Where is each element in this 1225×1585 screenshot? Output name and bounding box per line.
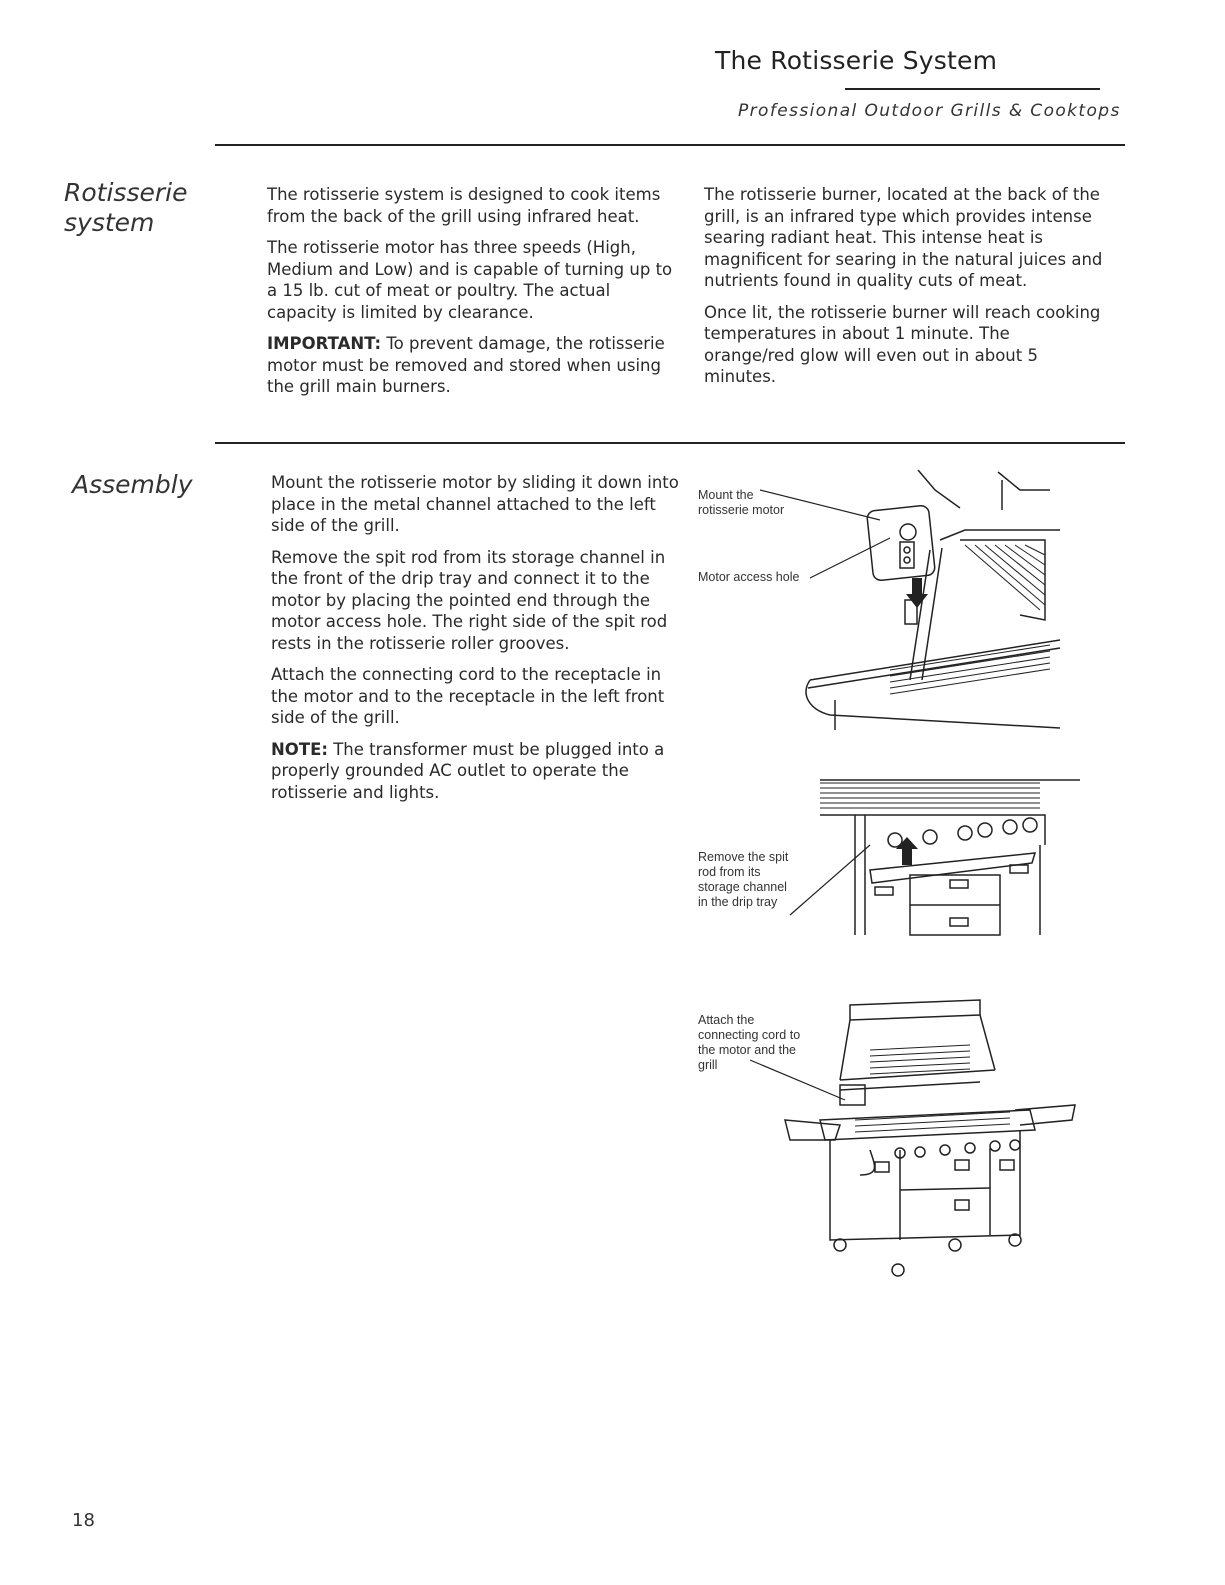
- rotisserie-paragraph-2: The rotisserie motor has three speeds (High, Medium and Low) and is capable of turning up to a 15 lb. cut of meat or poultry. The actual capacity is limited by clearance.: [267, 238, 673, 322]
- header-subtitle: Professional Outdoor Grills & Cooktops: [738, 101, 1121, 121]
- rotisserie-important: [267, 333, 677, 398]
- assembly-paragraph-3: Attach the connecting cord to the receptacle in the motor and to the receptacle in the left front side of the grill.: [271, 665, 665, 727]
- header-rule: [845, 88, 1100, 90]
- assembly-paragraph-1: Mount the rotisserie motor by sliding it down into place in the metal channel attached to the left side of the grill.: [271, 473, 679, 535]
- section-title-assembly: Assembly: [72, 470, 193, 499]
- assembly-column: [271, 472, 681, 813]
- important-label: IMPORTANT:: [267, 334, 382, 353]
- important-text: To prevent damage, the rotisserie motor must be removed and stored when using the grill main burners.: [267, 334, 665, 396]
- rotisserie-right-column: [704, 184, 1104, 398]
- section-divider-middle: [215, 442, 1125, 444]
- assembly-note: [271, 739, 681, 804]
- note-label: NOTE:: [271, 739, 328, 759]
- header-title: The Rotisserie System: [715, 46, 998, 75]
- assembly-paragraph-2: Remove the spit rod from its storage channel in the front of the drip tray and connect it to the motor by placing the pointed end through the motor access hole. The right side of the spit rod rests in the rotisserie roller grooves.: [271, 547, 668, 653]
- rotisserie-left-column: [267, 184, 677, 408]
- callout-attach-cord: Attach the connecting cord to the motor and the grill: [698, 1013, 801, 1072]
- callout-motor-access-hole: Motor access hole: [698, 570, 800, 584]
- figure-spit-rod-storage: [800, 775, 1090, 940]
- page-number: 18: [72, 1510, 95, 1531]
- rotisserie-burner-paragraph: The rotisserie burner, located at the back of the grill, is an infrared type which provides intense searing radiant heat. This intense heat is magnificent for searing in the natural juices and nutrients found in quality cuts of meat.: [704, 185, 1103, 290]
- section-divider-top: [215, 144, 1125, 146]
- callout-mount-motor: Mount the rotisserie motor: [698, 488, 785, 517]
- rotisserie-paragraph-1: The rotisserie system is designed to cook items from the back of the grill using infrared heat.: [267, 185, 661, 226]
- figure-grill-connecting-cord: [780, 990, 1080, 1280]
- note-text: The transformer must be plugged into a properly grounded AC outlet to operate the rotisserie and lights.: [271, 739, 665, 802]
- section-title-rotisserie: Rotisserie system: [64, 178, 188, 237]
- callout-remove-spit-rod: Remove the spit rod from its storage channel in the drip tray: [698, 850, 789, 909]
- rotisserie-heatup-paragraph: Once lit, the rotisserie burner will reach cooking temperatures in about 1 minute. The orange/red glow will even out in about 5 minutes.: [704, 302, 1101, 386]
